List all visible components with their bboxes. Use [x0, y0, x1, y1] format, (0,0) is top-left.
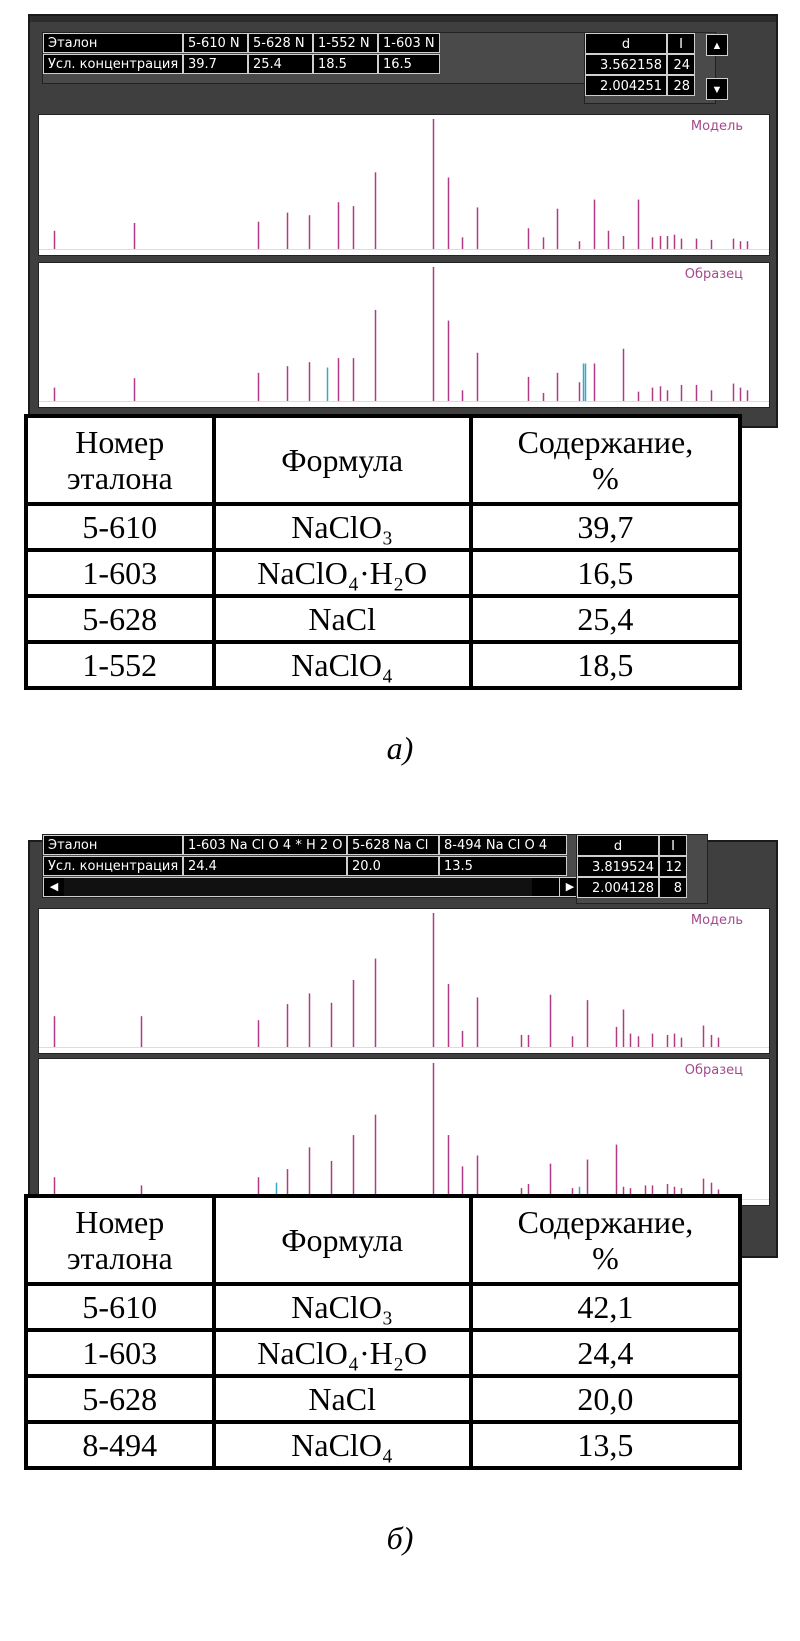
table-row [26, 1330, 740, 1376]
scroll-up-icon[interactable]: ▲ [706, 34, 728, 56]
table-header-content: Содержание, % [471, 416, 740, 504]
horizontal-scrollbar[interactable] [43, 877, 581, 897]
d-column-header: d [585, 33, 667, 54]
standards-grid[interactable] [42, 834, 604, 898]
d-value[interactable]: 3.562158 [585, 54, 667, 75]
content-percent: 25,4 [471, 596, 740, 642]
grid-concentration-value[interactable]: 39.7 [183, 54, 248, 74]
grid-concentration-value[interactable]: 16.5 [378, 54, 440, 74]
grid-concentration-value[interactable]: 24.4 [183, 856, 347, 876]
standard-number: 5-628 [26, 596, 214, 642]
grid-column-standard[interactable]: 1-552 N [313, 33, 378, 53]
formula: NaClO₄ [214, 642, 471, 688]
formula: NaClO₄·H₂O [214, 1330, 471, 1376]
formula: NaCl [214, 596, 471, 642]
grid-value-label: Усл. концентрация [43, 856, 183, 876]
model-pattern-chart [38, 908, 770, 1054]
grid-column-standard[interactable]: 5-628 N [248, 33, 313, 53]
table-row [26, 504, 740, 550]
diffraction-window [28, 14, 778, 428]
d-column-header: d [577, 835, 659, 856]
panel-b [0, 820, 800, 1610]
results-table [24, 414, 742, 690]
grid-column-standard[interactable]: 1-603 N [378, 33, 440, 53]
standard-number: 8-494 [26, 1422, 214, 1468]
formula: NaCl [214, 1376, 471, 1422]
formula: NaClO₄·H₂O [214, 550, 471, 596]
caption-a [0, 730, 800, 767]
sample-label: Образец [684, 267, 743, 282]
scroll-track[interactable] [64, 878, 532, 896]
scroll-left-icon[interactable]: ◀ [44, 878, 65, 896]
caption-b [0, 1520, 800, 1557]
standard-number: 5-610 [26, 1284, 214, 1330]
grid-concentration-value[interactable]: 20.0 [347, 856, 439, 876]
table-row [26, 1284, 740, 1330]
content-percent: 42,1 [471, 1284, 740, 1330]
grid-column-standard[interactable]: 5-628 Na Cl [347, 835, 439, 855]
i-value[interactable]: 24 [667, 54, 695, 75]
grid-column-standard[interactable]: 5-610 N [183, 33, 248, 53]
i-value[interactable]: 28 [667, 75, 695, 96]
window-top-strip [30, 16, 776, 22]
results-table [24, 1194, 742, 1470]
table-header-formula: Формула [214, 1196, 471, 1284]
standard-number: 1-603 [26, 550, 214, 596]
content-percent: 13,5 [471, 1422, 740, 1468]
content-percent: 20,0 [471, 1376, 740, 1422]
grid-column-standard[interactable]: 1-603 Na Cl O 4 * H 2 O [183, 835, 347, 855]
scroll-down-icon[interactable]: ▼ [706, 78, 728, 100]
d-value[interactable]: 3.819524 [577, 856, 659, 877]
i-value[interactable]: 8 [659, 877, 687, 898]
standard-number: 1-552 [26, 642, 214, 688]
sample-label: Образец [684, 1063, 743, 1078]
scroll-right-icon[interactable]: ▶ [559, 878, 580, 896]
table-row [26, 1376, 740, 1422]
content-percent: 16,5 [471, 550, 740, 596]
grid-header-label: Эталон [43, 835, 183, 855]
model-label: Модель [690, 913, 743, 928]
model-pattern-plot [39, 115, 769, 255]
d-i-list[interactable] [576, 834, 708, 904]
caption-text: б) [386, 1520, 414, 1556]
d-value[interactable]: 2.004251 [585, 75, 667, 96]
sample-pattern-chart [38, 262, 770, 408]
formula: NaClO₃ [214, 504, 471, 550]
standard-number: 5-628 [26, 1376, 214, 1422]
d-i-list[interactable] [584, 32, 716, 104]
grid-value-label: Усл. концентрация [43, 54, 183, 74]
table-row [26, 596, 740, 642]
d-value[interactable]: 2.004128 [577, 877, 659, 898]
standard-number: 5-610 [26, 504, 214, 550]
grid-column-standard[interactable]: 8-494 Na Cl O 4 [439, 835, 567, 855]
model-pattern-chart [38, 114, 770, 256]
table-header-content: Содержание, % [471, 1196, 740, 1284]
formula: NaClO₃ [214, 1284, 471, 1330]
table-row [26, 1422, 740, 1468]
grid-concentration-value[interactable]: 18.5 [313, 54, 378, 74]
i-column-header: I [667, 33, 695, 54]
table-header-number: Номер эталона [26, 416, 214, 504]
i-value[interactable]: 12 [659, 856, 687, 877]
table-row [26, 550, 740, 596]
formula: NaClO₄ [214, 1422, 471, 1468]
caption-text: а) [386, 730, 414, 766]
table-header-formula: Формула [214, 416, 471, 504]
table-header-number: Номер эталона [26, 1196, 214, 1284]
standards-grid[interactable] [42, 32, 604, 84]
sample-pattern-plot [39, 1059, 769, 1205]
sample-pattern-plot [39, 263, 769, 407]
model-label: Модель [690, 119, 743, 134]
i-column-header: I [659, 835, 687, 856]
standard-number: 1-603 [26, 1330, 214, 1376]
content-percent: 18,5 [471, 642, 740, 688]
content-percent: 39,7 [471, 504, 740, 550]
vertical-scrollbar[interactable] [706, 32, 728, 102]
table-row [26, 642, 740, 688]
model-pattern-plot [39, 909, 769, 1053]
grid-header-label: Эталон [43, 33, 183, 53]
grid-concentration-value[interactable]: 25.4 [248, 54, 313, 74]
sample-pattern-chart [38, 1058, 770, 1206]
panel-a [0, 0, 800, 790]
content-percent: 24,4 [471, 1330, 740, 1376]
grid-concentration-value[interactable]: 13.5 [439, 856, 567, 876]
